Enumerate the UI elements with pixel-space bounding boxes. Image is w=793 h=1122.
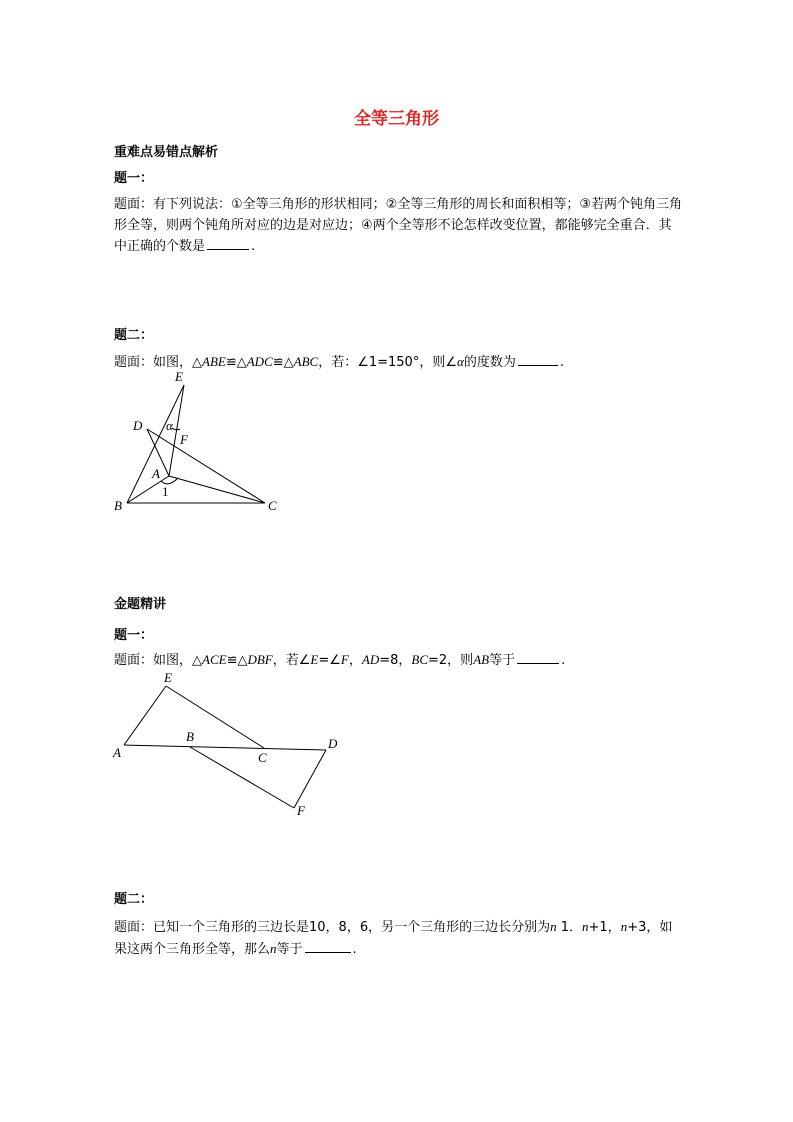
question-text: 题面：如图，△ABE≌△ADC≌△ABC，若：∠1=150°，则∠α的度数为 . (114, 354, 564, 370)
segment-AE (124, 686, 166, 745)
segment-AD (124, 745, 326, 750)
section-heading-difficult-points: 重难点易错点解析 (114, 145, 219, 160)
section-heading-featured-problems: 金题精讲 (114, 597, 167, 612)
label-F: F (180, 432, 188, 447)
question-label: 题二： (114, 328, 154, 343)
question-body: 有下列说法：①全等三角形的形状相同；②全等三角形的周长和面积相等；③若两个钝角三角形全等，则两个钝角所对应的边是对应边；④两个全等形不论怎样改变位置，都能够完全重合．其中正确的个数是 (114, 197, 682, 254)
segment-FB (190, 747, 294, 808)
label-alpha: α (166, 418, 173, 433)
label-D: D (133, 418, 143, 433)
question-text: 题面：有下列说法：①全等三角形的形状相同；②全等三角形的周长和面积相等；③若两个钝角三角形全等，则两个钝角所对应的边是对应边；④两个全等形不论怎样改变位置，都能够完全重合．其中正确的个数是 . (114, 197, 682, 254)
label-C: C (258, 750, 267, 765)
question-text: 题面：如图，△ACE≌△DBF，若∠E=∠F，AD=8，BC=2，则AB等于 . (114, 652, 566, 668)
answer-blank[interactable] (305, 939, 351, 953)
segment-EC (166, 686, 264, 748)
question-label: 题一： (114, 171, 154, 186)
label-B: B (186, 729, 194, 744)
question-label: 题二： (114, 892, 154, 907)
label-angle-1: 1 (162, 484, 169, 499)
segment-DF (294, 750, 326, 808)
question-label: 题一： (114, 628, 154, 643)
label-E: E (164, 670, 172, 685)
page-title: 全等三角形 (354, 109, 439, 129)
label-F: F (297, 803, 305, 818)
label-A: A (152, 466, 160, 481)
label-E: E (175, 369, 183, 384)
label-B: B (114, 498, 122, 513)
question-text: 题面：已知一个三角形的三边长是10，8，6，另一个三角形的三边长分别为n 1．n+1，n+3，如果这两个三角形全等，那么n等于 . (114, 919, 673, 957)
label-D: D (328, 736, 338, 751)
label-A: A (113, 745, 121, 760)
label-C: C (268, 498, 277, 513)
question-prefix: 题面： (114, 197, 154, 212)
